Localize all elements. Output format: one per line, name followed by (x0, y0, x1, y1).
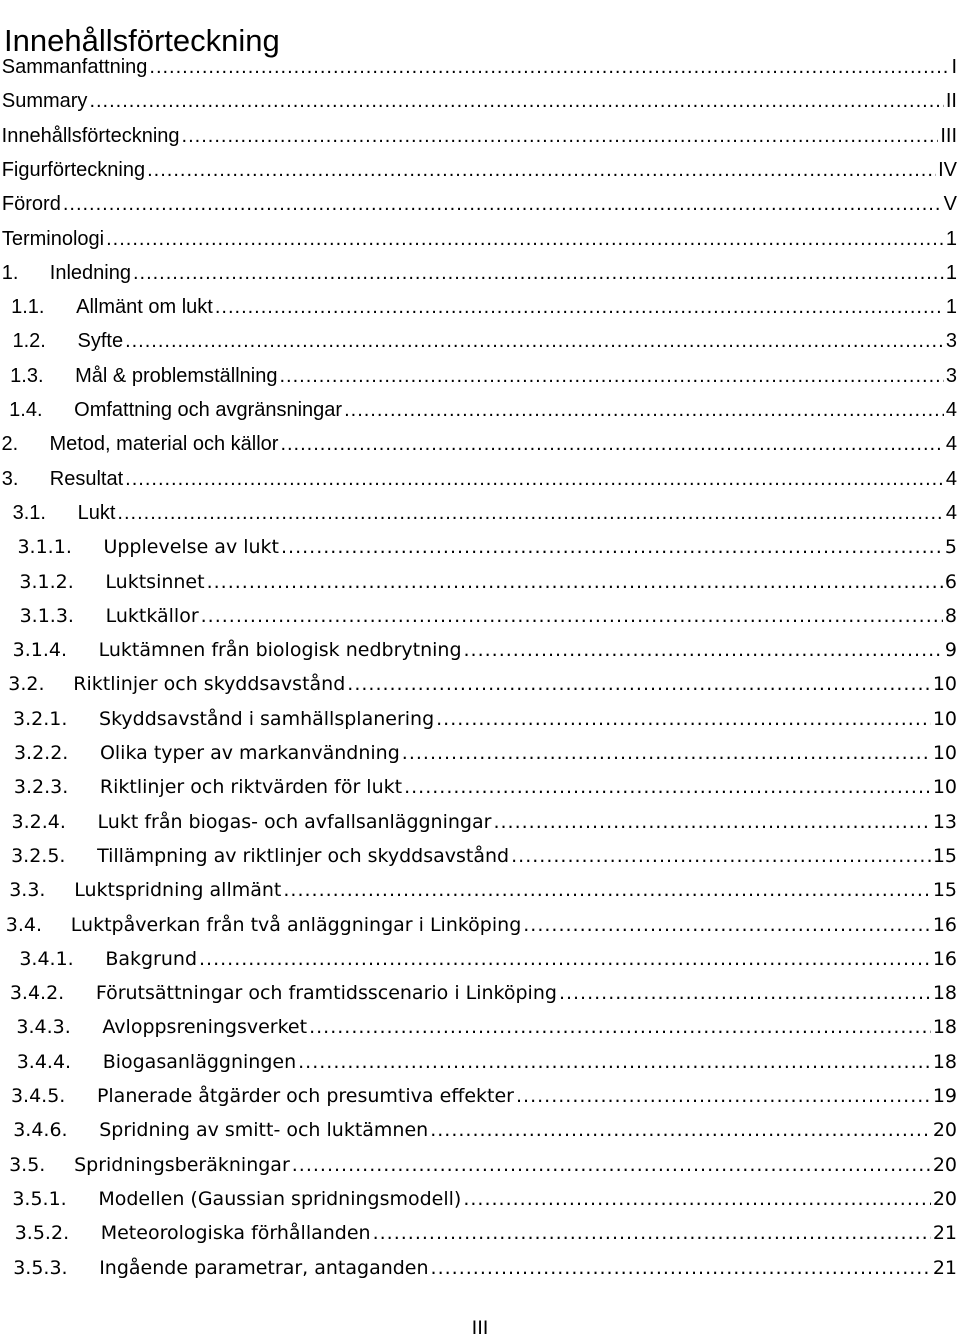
toc-dot-leader (182, 119, 939, 153)
toc-entry-number: 3.2.5. (11, 844, 66, 867)
toc-entry-number: 3.4.6. (13, 1119, 68, 1142)
toc-entry-page: 10 (932, 742, 957, 764)
toc-entry-page: III (940, 124, 957, 147)
toc-entry-label: Tillämpning av riktlinjer och skyddsavstånd (97, 844, 510, 867)
toc-entry-page: 10 (932, 776, 957, 799)
toc-entry[interactable] (0, 770, 960, 804)
toc-entry-number: 1.1. (11, 296, 45, 319)
toc-entry-number: 1.3. (10, 364, 44, 387)
toc-entry-page: 8 (944, 604, 957, 627)
toc-dot-leader (292, 1148, 931, 1182)
toc-entry-page: 15 (932, 844, 957, 867)
toc-entry[interactable] (0, 1251, 960, 1285)
toc-entry-label: Biogasanläggningen (102, 1050, 297, 1073)
toc-entry[interactable] (0, 256, 960, 290)
toc-entry[interactable] (0, 1045, 960, 1079)
toc-dot-leader (516, 1079, 931, 1113)
toc-entry-label: Riktlinjer och riktvärden för lukt (99, 776, 403, 799)
toc-dot-leader (133, 256, 944, 290)
toc-entry-number: 3.4.1. (19, 947, 74, 970)
toc-entry-number: 3.5.2. (14, 1222, 70, 1245)
toc-dot-leader (511, 839, 931, 873)
toc-dot-leader (347, 667, 931, 701)
toc-entry-label: Mål & problemställning (75, 364, 278, 387)
toc-entry-label: Förord (1, 193, 61, 216)
toc-dot-leader (63, 187, 942, 221)
toc-entry[interactable] (0, 873, 960, 907)
toc-entry[interactable] (0, 530, 960, 564)
toc-entry[interactable] (0, 359, 960, 393)
toc-entry-page: 4 (945, 467, 957, 490)
toc-entry-number: 3.4.3. (16, 1016, 71, 1039)
toc-entry-number: 3.2. (8, 673, 45, 696)
toc-entry-page: 4 (945, 433, 957, 456)
toc-entry[interactable] (0, 427, 960, 461)
toc-dot-leader (281, 530, 943, 564)
toc-entry-label: Innehållsförteckning (1, 124, 180, 147)
toc-dot-leader (431, 1251, 931, 1285)
toc-dot-leader (402, 736, 931, 770)
toc-entry-page: 16 (932, 913, 957, 936)
toc-entry-label: Inledning (49, 261, 131, 284)
toc-entry-label: Figurförteckning (1, 158, 146, 181)
toc-dot-leader (559, 976, 931, 1010)
toc-entry-page: 4 (945, 501, 957, 524)
toc-entry[interactable] (0, 565, 960, 599)
toc-entry-label: Resultat (49, 467, 124, 490)
toc-entry-label: Olika typer av markanvändning (99, 742, 400, 764)
toc-entry[interactable] (0, 1010, 960, 1044)
toc-dot-leader (125, 324, 944, 358)
toc-entry[interactable] (0, 1182, 960, 1216)
toc-entry-number: 3.4. (5, 913, 43, 936)
toc-dot-leader (404, 770, 931, 804)
toc-entry-number: 3.2.3. (13, 776, 69, 799)
toc-entry-label: Omfattning och avgränsningar (74, 399, 343, 421)
toc-entry-number: 3.1.4. (12, 639, 68, 662)
toc-entry[interactable] (0, 393, 960, 427)
toc-entry[interactable] (0, 633, 960, 667)
toc-entry-page: 18 (932, 982, 957, 1005)
page-number: III (471, 1317, 489, 1339)
toc-entry-page: 16 (932, 947, 957, 970)
toc-dot-leader (283, 873, 930, 907)
toc-dot-leader (430, 1113, 931, 1147)
toc-entry-label: Syfte (77, 330, 124, 353)
toc-entry-label: Allmänt om lukt (76, 296, 213, 319)
toc-entry-label: Luktämnen från biologisk nedbrytning (98, 639, 462, 662)
toc-entry-number: 3.5.3. (13, 1256, 68, 1279)
toc-entry[interactable] (0, 290, 960, 324)
toc-entry-page: 3 (945, 364, 957, 387)
toc-entry-page: 20 (932, 1187, 957, 1210)
toc-entry-label: Riktlinjer och skyddsavstånd (73, 673, 346, 696)
toc-entry-label: Spridningsberäkningar (74, 1153, 290, 1176)
toc-entry-page: 21 (932, 1256, 957, 1279)
toc-dot-leader (207, 565, 943, 599)
page-title: Innehållsförteckning (4, 22, 280, 58)
toc-entry[interactable] (0, 1216, 960, 1250)
toc-entry-number: 3.2.1. (13, 707, 68, 730)
toc-entry[interactable] (0, 119, 960, 153)
toc-entry-number: 3.1. (12, 501, 46, 524)
toc-entry-page: 19 (932, 1085, 957, 1107)
toc-dot-leader (436, 702, 931, 736)
toc-entry-number: 3.1.2. (19, 570, 74, 593)
toc-entry-label: Terminologi (1, 227, 105, 250)
toc-entry-page: 5 (944, 536, 957, 559)
toc-entry[interactable] (0, 462, 960, 496)
toc-dot-leader (89, 84, 943, 118)
toc-entry[interactable] (0, 702, 960, 736)
toc-entry[interactable] (0, 976, 960, 1010)
toc-entry-page: I (951, 56, 957, 78)
toc-entry-number: 3.4.5. (10, 1085, 66, 1107)
toc-dot-leader (493, 805, 930, 839)
toc-entry-page: 1 (945, 227, 957, 250)
toc-entry[interactable] (0, 153, 960, 187)
toc-entry-number: 2. (1, 433, 19, 456)
toc-entry-label: Lukt (77, 501, 116, 524)
toc-entry[interactable] (0, 1113, 960, 1147)
toc-entry[interactable] (0, 324, 960, 358)
toc-entry[interactable] (0, 942, 960, 976)
toc-entry-label: Spridning av smitt- och luktämnen (99, 1119, 429, 1142)
toc-entry-number: 3.5. (9, 1153, 46, 1176)
toc-entry[interactable] (0, 84, 960, 118)
toc-entry-page: 6 (944, 570, 957, 593)
toc-entry[interactable] (0, 1148, 960, 1182)
toc-entry-number: 1. (1, 261, 19, 284)
toc-entry-page: 1 (945, 296, 957, 319)
toc-entry[interactable] (0, 839, 960, 873)
toc-dot-leader (280, 427, 943, 461)
toc-entry-label: Sammanfattning (1, 56, 148, 78)
toc-entry-number: 3.4.2. (9, 982, 65, 1005)
toc-entry-label: Metod, material och källor (49, 433, 279, 456)
toc-dot-leader (464, 633, 943, 667)
toc-dot-leader (373, 1216, 931, 1250)
toc-dot-leader (463, 1182, 930, 1216)
toc-dot-leader (106, 222, 944, 256)
toc-entry-page: 13 (932, 810, 957, 833)
toc-entry-number: 3.2.2. (13, 742, 69, 764)
toc-entry-page: 4 (945, 399, 957, 421)
toc-entry-label: Modellen (Gaussian spridningsmodell) (98, 1187, 462, 1210)
toc-dot-leader (199, 942, 931, 976)
toc-dot-leader (117, 496, 943, 530)
toc-entry-number: 3.1.3. (19, 604, 74, 627)
toc-entry-page: 21 (932, 1222, 957, 1245)
toc-entry[interactable] (0, 222, 960, 256)
toc-entry-label: Luktkällor (105, 604, 199, 627)
toc-entry[interactable] (0, 50, 960, 84)
toc-dot-leader (298, 1045, 931, 1079)
toc-entry-page: 10 (932, 673, 957, 696)
toc-dot-leader (309, 1010, 931, 1044)
toc-entry-page: 18 (932, 1050, 957, 1073)
toc-dot-leader (344, 393, 944, 427)
toc-entry[interactable] (0, 187, 960, 221)
toc-dot-leader (147, 153, 936, 187)
toc-entry[interactable] (0, 1079, 960, 1113)
toc-entry-label: Luktspridning allmänt (74, 879, 282, 902)
toc-entry-label: Skyddsavstånd i samhällsplanering (99, 707, 435, 730)
toc-entry-label: Planerade åtgärder och presumtiva effekter (96, 1085, 514, 1107)
toc-entry-page: 20 (932, 1153, 957, 1176)
toc-entry[interactable] (0, 805, 960, 839)
toc-entry-page: 10 (932, 707, 957, 730)
toc-entry-label: Luktsinnet (105, 570, 205, 593)
toc-entry-number: 3.5.1. (12, 1187, 67, 1210)
toc-dot-leader (279, 359, 943, 393)
toc-entry-page: 1 (945, 261, 957, 284)
toc-entry-label: Lukt från biogas- och avfallsanläggningar (97, 810, 492, 833)
toc-entry-number: 3.3. (9, 879, 46, 902)
toc-dot-leader (125, 462, 944, 496)
toc-entry-page: 15 (932, 879, 957, 902)
toc-entry-number: 1.4. (9, 399, 43, 421)
toc-entry-label: Ingående parametrar, antaganden (99, 1256, 429, 1279)
toc-entry-number: 3.4.4. (16, 1050, 72, 1073)
toc-entry[interactable] (0, 496, 960, 530)
toc-entry-page: 9 (944, 639, 957, 662)
toc-dot-leader (523, 908, 931, 942)
toc-entry-number: 3.2.4. (11, 810, 66, 833)
toc-entry[interactable] (0, 736, 960, 770)
toc-dot-leader (215, 290, 944, 324)
toc-entry-page: 18 (932, 1016, 957, 1039)
toc-entry-label: Meteorologiska förhållanden (100, 1222, 371, 1245)
toc-entry[interactable] (0, 599, 960, 633)
toc-dot-leader (201, 599, 943, 633)
toc-entry[interactable] (0, 908, 960, 942)
toc-entry-label: Upplevelse av lukt (103, 536, 280, 559)
toc-entry-label: Avloppsreningsverket (102, 1016, 308, 1039)
toc-entry-number: 1.2. (12, 330, 46, 353)
toc-entry-number: 3. (1, 467, 19, 490)
toc-entry[interactable] (0, 667, 960, 701)
toc-entry-label: Luktpåverkan från två anläggningar i Linköping (70, 913, 522, 936)
toc-dot-leader (149, 50, 949, 84)
toc-entry-label: Bakgrund (105, 947, 198, 970)
toc-entry-page: II (945, 90, 957, 113)
toc-entry-number: 3.1.1. (17, 536, 72, 559)
toc-entry-page: 3 (945, 330, 957, 353)
toc-entry-label: Förutsättningar och framtidsscenario i Linköping (95, 982, 557, 1005)
toc-entry-page: IV (938, 158, 957, 181)
toc-entry-page: V (943, 193, 957, 216)
toc-entry-page: 20 (932, 1119, 957, 1142)
toc-entry-label: Summary (1, 90, 88, 113)
